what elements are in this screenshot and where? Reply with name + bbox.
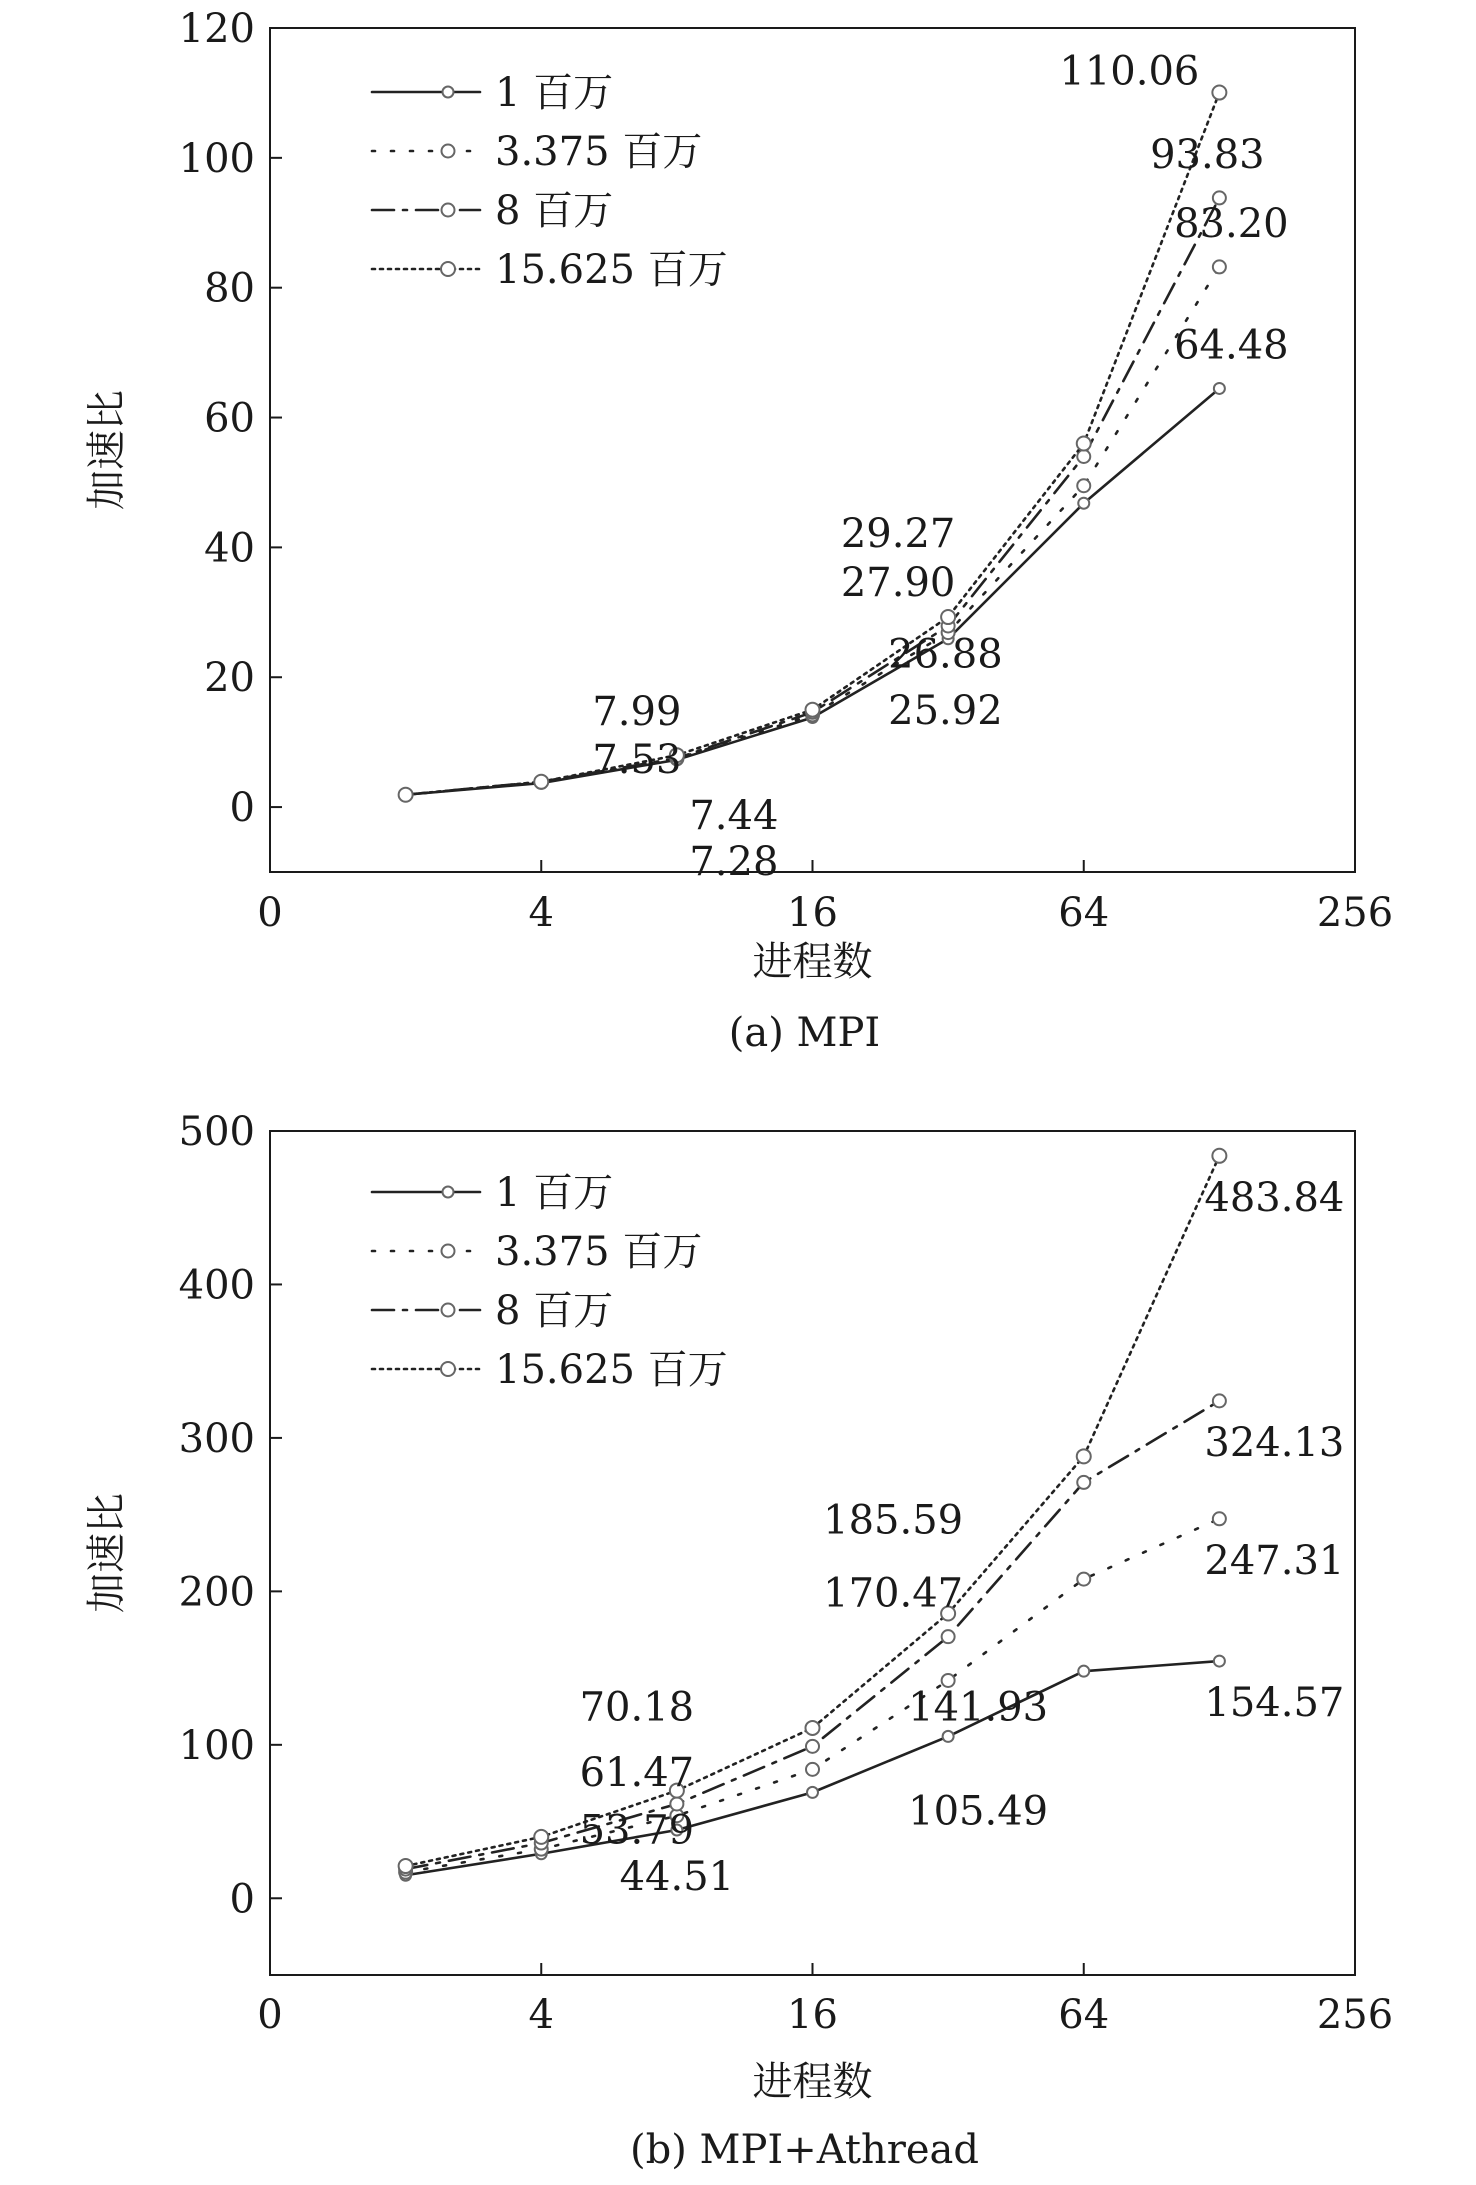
data-point bbox=[1214, 1656, 1225, 1667]
data-point bbox=[942, 1630, 955, 1643]
x-tick-label: 4 bbox=[528, 890, 554, 936]
y-axis-label: 加速比 bbox=[84, 390, 130, 510]
y-tick-label: 400 bbox=[178, 1262, 255, 1309]
data-label: 53.79 bbox=[579, 1807, 695, 1854]
data-label: 83.20 bbox=[1174, 200, 1289, 247]
data-point bbox=[1077, 450, 1090, 463]
data-label: 105.49 bbox=[908, 1788, 1049, 1835]
x-tick-label: 0 bbox=[257, 890, 283, 936]
data-label: 7.99 bbox=[592, 689, 682, 736]
y-tick-label: 300 bbox=[178, 1415, 255, 1462]
data-point bbox=[1213, 1394, 1226, 1407]
y-tick-label: 500 bbox=[178, 1109, 255, 1155]
legend-marker bbox=[442, 1245, 455, 1258]
data-label: 7.28 bbox=[689, 838, 779, 885]
data-point bbox=[1077, 1476, 1090, 1489]
data-point bbox=[1214, 383, 1225, 394]
series-2 bbox=[399, 260, 1226, 801]
y-axis-label: 加速比 bbox=[84, 1493, 130, 1613]
legend-marker bbox=[442, 145, 455, 158]
series-1 bbox=[400, 383, 1225, 800]
x-tick-label: 4 bbox=[528, 1992, 554, 2038]
legend-label: 8 百万 bbox=[495, 1288, 614, 1334]
data-label: 93.83 bbox=[1150, 131, 1265, 178]
x-tick-label: 0 bbox=[257, 1992, 283, 2038]
data-point bbox=[534, 775, 548, 789]
x-axis-label: 进程数 bbox=[752, 939, 873, 985]
data-point bbox=[806, 1740, 819, 1753]
data-label: 247.31 bbox=[1204, 1537, 1345, 1584]
y-tick-label: 100 bbox=[178, 135, 255, 182]
legend-marker bbox=[441, 1362, 455, 1376]
chart-caption: (b) MPI+Athread bbox=[630, 2127, 979, 2173]
data-label: 110.06 bbox=[1059, 48, 1200, 95]
chart-panel-b bbox=[84, 1109, 1393, 2173]
data-point bbox=[1213, 260, 1226, 273]
data-point bbox=[1078, 498, 1089, 509]
legend-label: 3.375 百万 bbox=[495, 129, 703, 175]
x-tick-label: 256 bbox=[1316, 1992, 1394, 2038]
data-label: 7.44 bbox=[689, 792, 779, 839]
x-tick-label: 16 bbox=[787, 890, 838, 936]
legend-marker bbox=[443, 1187, 454, 1198]
legend-marker bbox=[442, 1304, 455, 1317]
data-point bbox=[1212, 86, 1226, 100]
legend-label: 15.625 百万 bbox=[495, 247, 728, 293]
y-tick-label: 200 bbox=[178, 1569, 255, 1616]
y-tick-label: 120 bbox=[178, 6, 255, 52]
data-label: 70.18 bbox=[579, 1684, 695, 1731]
data-point bbox=[806, 1721, 820, 1735]
data-label: 7.53 bbox=[592, 737, 682, 784]
data-label: 25.92 bbox=[888, 687, 1003, 734]
x-tick-label: 64 bbox=[1058, 890, 1110, 936]
data-point bbox=[806, 703, 820, 717]
annotations bbox=[580, 1175, 1345, 1900]
data-label: 324.13 bbox=[1204, 1419, 1345, 1466]
data-point bbox=[1212, 1149, 1226, 1163]
data-label: 141.93 bbox=[908, 1684, 1049, 1731]
data-label: 170.47 bbox=[823, 1570, 964, 1617]
data-label: 26.88 bbox=[888, 631, 1003, 678]
y-tick-label: 20 bbox=[204, 655, 255, 702]
data-point bbox=[807, 1787, 818, 1798]
x-tick-label: 64 bbox=[1058, 1992, 1110, 2038]
chart-panel-a bbox=[84, 6, 1393, 1056]
legend bbox=[372, 1170, 728, 1393]
data-point bbox=[1077, 1449, 1091, 1463]
data-point bbox=[1078, 1666, 1089, 1677]
y-tick-label: 100 bbox=[178, 1722, 255, 1769]
data-label: 154.57 bbox=[1204, 1680, 1345, 1727]
legend-label: 8 百万 bbox=[495, 188, 614, 234]
data-label: 483.84 bbox=[1204, 1174, 1345, 1221]
legend-label: 15.625 百万 bbox=[495, 1347, 728, 1393]
data-point bbox=[941, 610, 955, 624]
data-point bbox=[399, 1859, 413, 1873]
data-point bbox=[1213, 1512, 1226, 1525]
data-label: 64.48 bbox=[1174, 322, 1289, 369]
data-point bbox=[1077, 437, 1091, 451]
legend bbox=[372, 70, 728, 293]
data-label: 27.90 bbox=[840, 559, 956, 606]
data-point bbox=[399, 788, 413, 802]
legend-label: 3.375 百万 bbox=[495, 1229, 703, 1275]
series-3 bbox=[399, 1394, 1226, 1875]
data-point bbox=[534, 1830, 548, 1844]
data-point bbox=[806, 1763, 819, 1776]
y-tick-label: 40 bbox=[204, 525, 255, 572]
legend-marker bbox=[441, 262, 455, 276]
chart-caption: (a) MPI bbox=[728, 1010, 881, 1056]
y-tick-label: 0 bbox=[229, 1876, 255, 1923]
series-line bbox=[406, 388, 1220, 794]
data-label: 44.51 bbox=[619, 1853, 735, 1900]
data-label: 29.27 bbox=[840, 511, 956, 558]
y-tick-label: 0 bbox=[229, 785, 255, 832]
series-line bbox=[406, 1519, 1220, 1872]
data-point bbox=[1077, 479, 1090, 492]
data-point bbox=[1077, 1573, 1090, 1586]
legend-label: 1 百万 bbox=[495, 70, 614, 116]
y-tick-label: 80 bbox=[204, 265, 255, 312]
plot-frame bbox=[270, 1131, 1355, 1975]
data-point bbox=[943, 1731, 954, 1742]
legend-marker bbox=[442, 204, 455, 217]
x-tick-label: 256 bbox=[1316, 890, 1394, 936]
x-tick-label: 16 bbox=[787, 1992, 838, 2038]
legend-label: 1 百万 bbox=[495, 1170, 614, 1216]
data-label: 185.59 bbox=[823, 1497, 964, 1544]
x-axis-label: 进程数 bbox=[752, 2059, 873, 2105]
legend-marker bbox=[443, 87, 454, 98]
y-tick-label: 60 bbox=[204, 395, 255, 442]
data-label: 61.47 bbox=[579, 1749, 695, 1796]
series-2 bbox=[399, 1512, 1226, 1878]
